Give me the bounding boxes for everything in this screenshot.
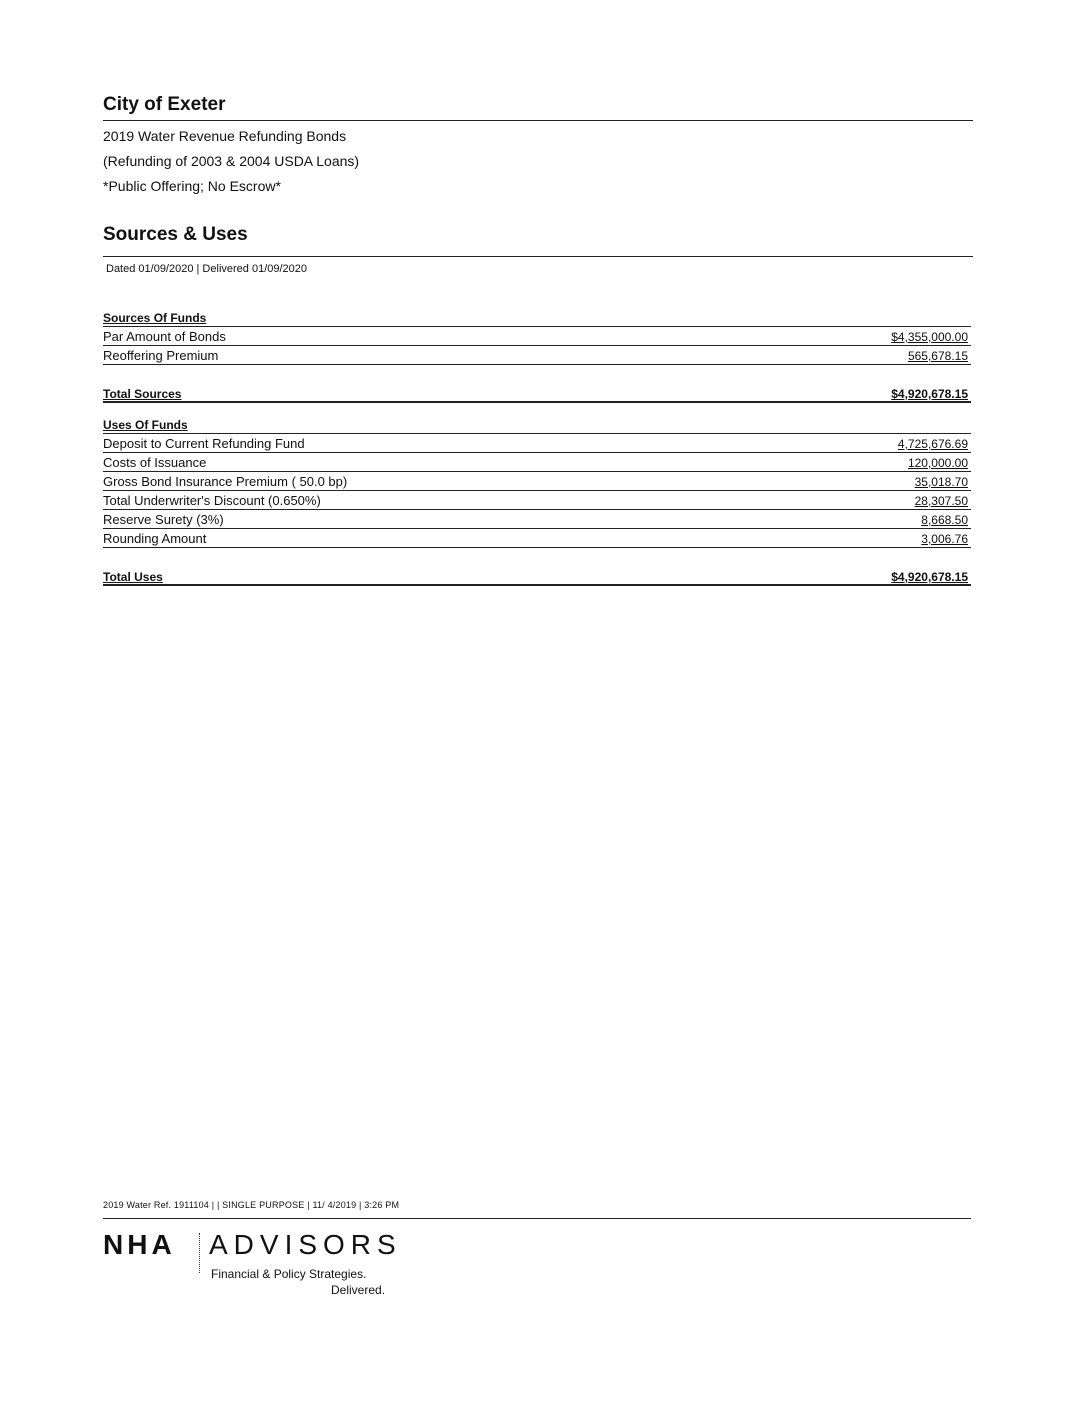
document-header: [103, 94, 973, 196]
subtitle-line-3: *Public Offering; No Escrow*: [103, 178, 281, 194]
row-value: 28,307.50: [914, 494, 968, 508]
logo-nha-text: NHA: [103, 1229, 176, 1260]
table-row: [103, 509, 971, 528]
sources-uses-table: [103, 310, 971, 586]
page-footer: [103, 1200, 971, 1299]
total-uses-row: [103, 566, 971, 586]
total-sources-row: [103, 383, 971, 403]
table-row: [103, 345, 971, 365]
subtitle-line-1: 2019 Water Revenue Refunding Bonds: [103, 128, 347, 144]
sources-heading: Sources Of Funds: [103, 311, 207, 325]
row-label: Costs of Issuance: [103, 455, 207, 470]
table-row: [103, 471, 971, 490]
nha-advisors-logo: [103, 1229, 971, 1299]
row-value: 3,006.76: [921, 532, 968, 546]
row-label: Reserve Surety (3%): [103, 512, 224, 527]
logo-advisors-text: ADVISORS: [209, 1229, 402, 1260]
row-value: 4,725,676.69: [897, 437, 968, 451]
row-value: 120,000.00: [907, 456, 968, 470]
page-title: City of Exeter: [103, 94, 973, 121]
total-sources-label: Total Sources: [103, 387, 182, 401]
dated-delivered-line: Dated 01/09/2020 | Delivered 01/09/2020: [106, 263, 308, 275]
row-label: Gross Bond Insurance Premium ( 50.0 bp): [103, 474, 348, 489]
table-row: [103, 452, 971, 471]
uses-heading: Uses Of Funds: [103, 418, 188, 432]
total-uses-value: $4,920,678.15: [891, 570, 968, 584]
total-uses-label: Total Uses: [103, 570, 163, 584]
table-row: [103, 433, 971, 452]
row-label: Par Amount of Bonds: [103, 329, 226, 344]
logo-tagline-1: Financial & Policy Strategies.: [211, 1267, 367, 1281]
row-value: 565,678.15: [907, 349, 968, 363]
row-label: Reoffering Premium: [103, 348, 219, 363]
row-label: Total Underwriter's Discount (0.650%): [103, 493, 321, 508]
section-title: Sources & Uses: [103, 224, 973, 257]
row-value: 35,018.70: [914, 475, 968, 489]
logo-tagline-2: Delivered.: [331, 1283, 386, 1297]
total-sources-value: $4,920,678.15: [891, 387, 968, 401]
row-label: Deposit to Current Refunding Fund: [103, 436, 305, 451]
table-row: [103, 528, 971, 548]
subtitle-line-2: (Refunding of 2003 & 2004 USDA Loans): [103, 153, 360, 169]
logo-divider: [199, 1233, 201, 1273]
footer-meta-line: 2019 Water Ref. 1911104 | | SINGLE PURPOSE | 11/ 4/2019 | 3:26 PM: [103, 1200, 971, 1219]
table-row: [103, 326, 971, 345]
row-value: 8,668.50: [921, 513, 968, 527]
table-row: [103, 490, 971, 509]
section-header: [103, 224, 973, 275]
row-label: Rounding Amount: [103, 531, 207, 546]
row-value: $4,355,000.00: [891, 330, 968, 344]
